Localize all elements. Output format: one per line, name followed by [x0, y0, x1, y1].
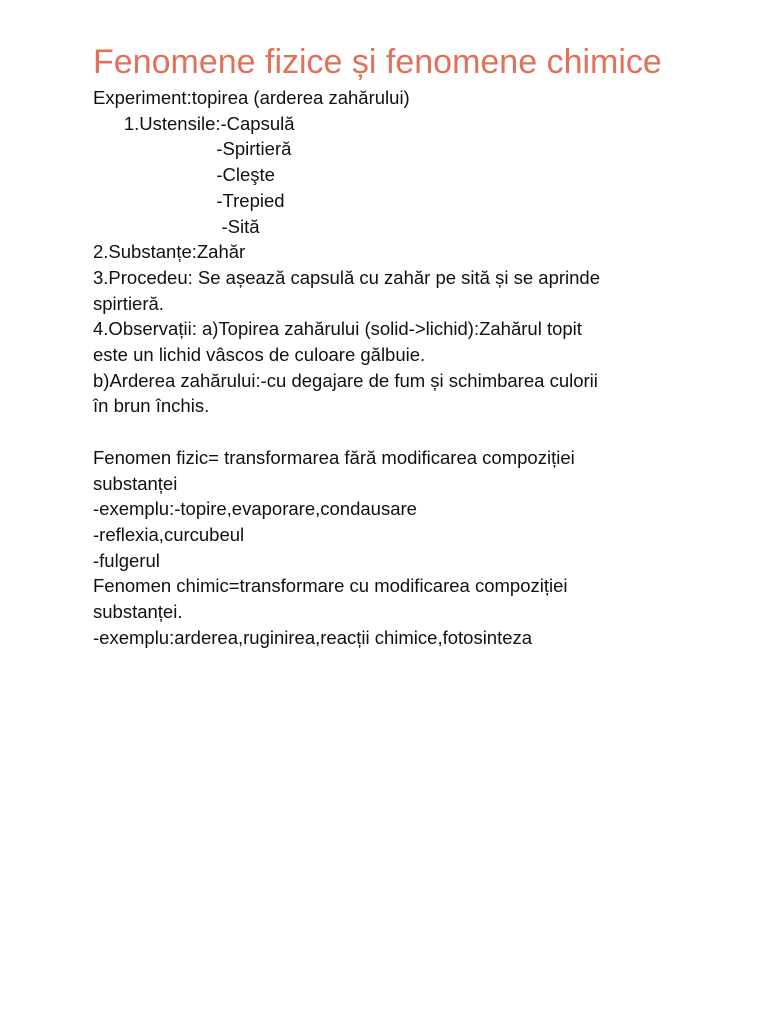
text-line: -Sită: [93, 215, 260, 237]
text-line: -fulgerul: [93, 549, 160, 571]
text-line: -exemplu:arderea,ruginirea,reacții chimice,fotosinteza: [93, 626, 533, 648]
text-line: 4.Observații: a)Topirea zahărului (solid->lichid):Zahărul topit: [93, 318, 582, 340]
text-line: -reflexia,curcubeul: [93, 523, 245, 545]
text-line: este un lichid vâscos de culoare gălbuie.: [93, 344, 426, 366]
text-line: 3.Procedeu: Se așează capsulă cu zahăr pe sită și se aprinde: [93, 266, 601, 288]
text-line: Fenomen chimic=transformare cu modificarea compoziției: [93, 575, 568, 597]
document-body: [93, 85, 693, 650]
text-line: -Cleşte: [93, 164, 275, 186]
text-line: -exemplu:-topire,evaporare,condausare: [93, 498, 417, 520]
text-line: Experiment:topirea (arderea zahărului): [93, 87, 410, 108]
blank-line: [93, 419, 693, 445]
text-line: în brun închis.: [93, 395, 210, 417]
text-line: -Trepied: [93, 189, 285, 211]
document-page: [93, 40, 693, 650]
text-line: 1.Ustensile:-Capsulă: [93, 112, 295, 134]
text-line: substanței.: [93, 601, 183, 623]
text-line: spirtieră.: [93, 292, 164, 314]
text-line: -Spirtieră: [93, 138, 292, 160]
document-title: Fenomene fizice și fenomene chimice: [93, 43, 662, 81]
text-line: b)Arderea zahărului:-cu degajare de fum și schimbarea culorii: [93, 369, 598, 391]
text-line: 2.Substanțe:Zahăr: [93, 241, 246, 263]
text-line: substanței: [93, 472, 178, 494]
text-line: Fenomen fizic= transformarea fără modificarea compoziției: [93, 446, 575, 468]
